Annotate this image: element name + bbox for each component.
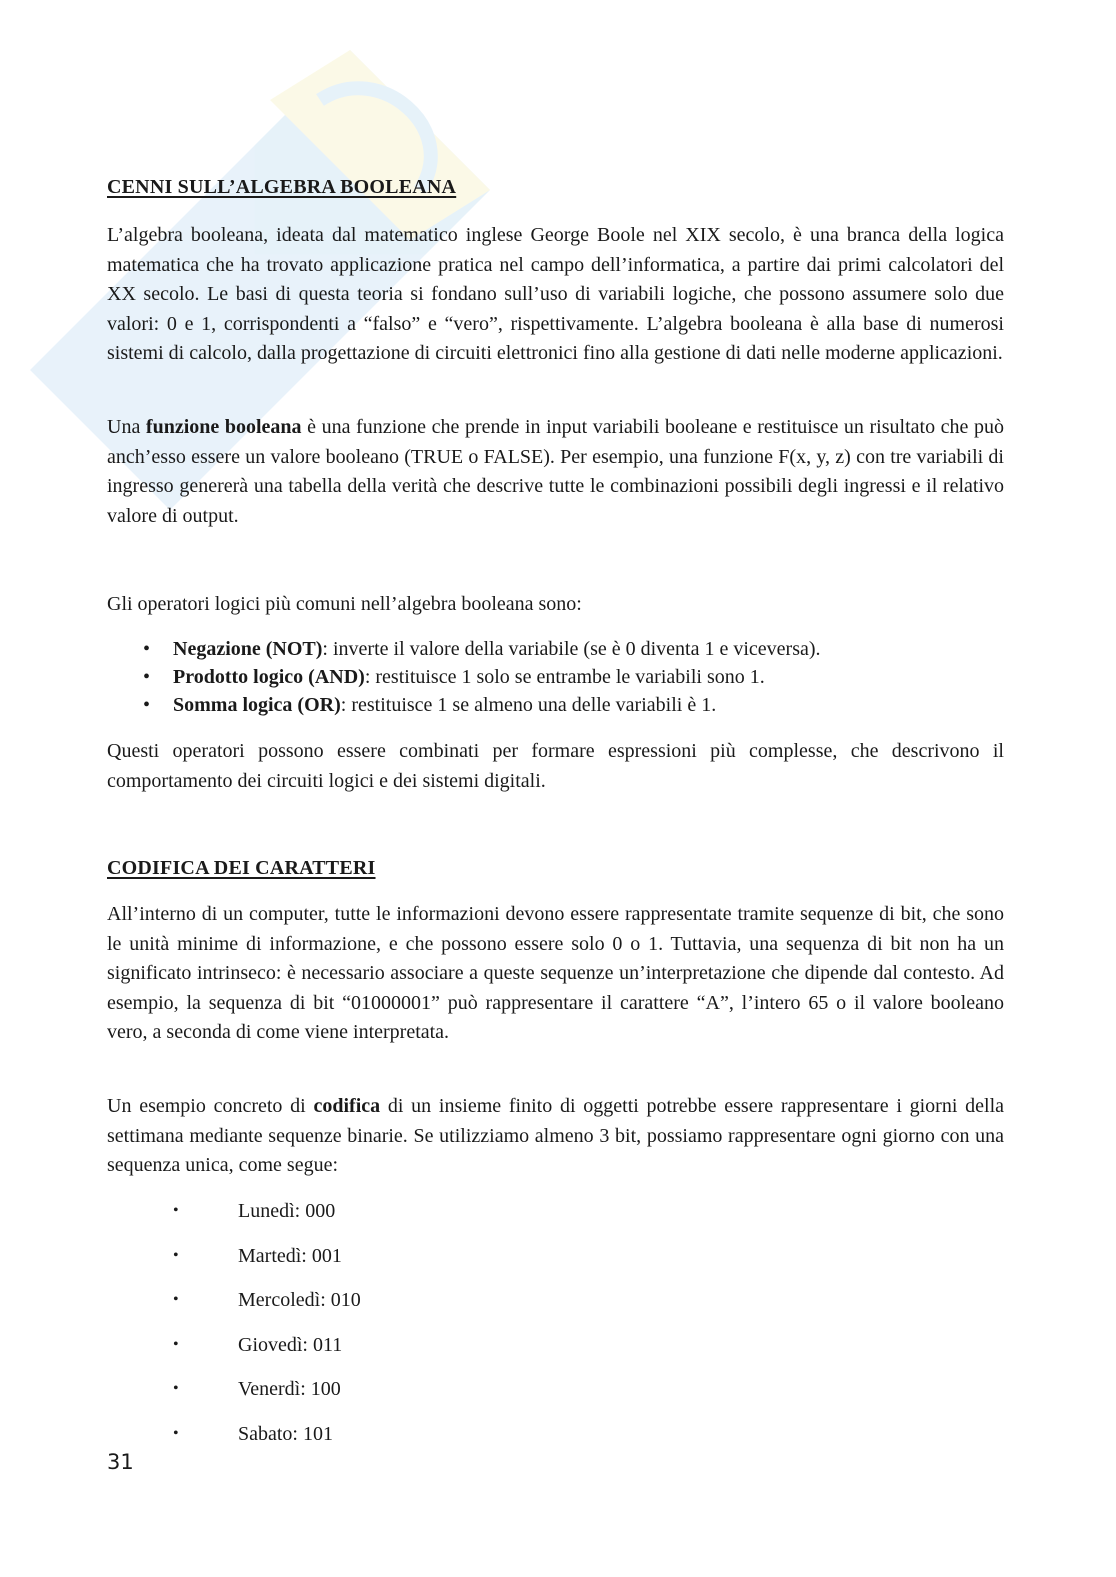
encoding-example-paragraph: Un esempio concreto di codifica di un insieme finito di oggetti potrebbe essere rappresentare i giorni della settimana mediante sequenze binarie. Se utilizziamo almeno 3 bit, possiamo rappresentare ogni giorno con una sequenza unica, come segue:	[107, 1095, 1004, 1177]
bullet-icon: •	[173, 1380, 179, 1398]
list-item: • Martedì: 001	[107, 1242, 1004, 1287]
list-item: • Giovedì: 011	[107, 1331, 1004, 1376]
weekday-encoding-list	[107, 1197, 1004, 1465]
list-item: • Venerdì: 100	[107, 1375, 1004, 1420]
list-item: • Somma logica (OR): restituisce 1 se almeno una delle variabili è 1.	[107, 691, 1004, 719]
list-item: • Lunedì: 000	[107, 1197, 1004, 1242]
boolean-function-paragraph: Una funzione booleana è una funzione che prende in input variabili booleane e restituisce un risultato che può anch’esso essere un valore booleano (TRUE o FALSE). Per esempio, una funzione F(x, y, z) con tre variabili di ingresso genererà una tabella della verità che descrive tutte le combinazioni possibili degli ingressi e il relativo valore di output.	[107, 416, 1004, 527]
section-heading-character-encoding: CODIFICA DEI CARATTERI	[107, 857, 376, 879]
bullet-icon: •	[173, 1335, 179, 1353]
bullet-icon: •	[143, 694, 151, 717]
term-codifica: codifica	[313, 1095, 381, 1117]
bullet-icon: •	[173, 1246, 179, 1264]
operators-conclusion-paragraph: Questi operatori possono essere combinati per formare espressioni più complesse, che descrivono il comportamento dei circuiti logici e dei sistemi digitali.	[107, 740, 1004, 792]
page-number: 31	[107, 1450, 134, 1474]
list-item: • Prodotto logico (AND): restituisce 1 solo se entrambe le variabili sono 1.	[107, 663, 1004, 691]
section-heading-boolean-algebra: CENNI SULL’ALGEBRA BOOLEANA	[107, 176, 457, 198]
encoding-intro-paragraph: All’interno di un computer, tutte le informazioni devono essere rappresentate tramite sequenze di bit, che sono le unità minime di informazione, e che possono essere solo 0 o 1. Tuttavia, una sequenza di bit non ha un significato intrinseco: è necessario associare a queste sequenze un’interpretazione che dipende dal contesto. Ad esempio, la sequenza di bit “01000001” può rappresentare il carattere “A”, l’intero 65 o il valore booleano vero, a seconda di come viene interpretata.	[107, 903, 1004, 1044]
operators-list	[107, 635, 1004, 720]
term-funzione-booleana: funzione booleana	[145, 416, 302, 438]
operators-intro: Gli operatori logici più comuni nell’algebra booleana sono:	[107, 593, 582, 615]
bullet-icon: •	[173, 1291, 179, 1309]
boolean-intro-paragraph: L’algebra booleana, ideata dal matematico inglese George Boole nel XIX secolo, è una branca della logica matematica che ha trovato applicazione pratica nel campo dell’informatica, a partire dai primi calcolatori del XX secolo. Le basi di questa teoria si fondano sull’uso di variabili logiche, che possono assumere solo due valori: 0 e 1, corrispondenti a “falso” e “vero”, rispettivamente. L’algebra booleana è alla base di numerosi sistemi di calcolo, dalla progettazione di circuiti elettronici fino alla gestione di dati nelle moderne applicazioni.	[107, 224, 1004, 365]
list-item: • Negazione (NOT): inverte il valore della variabile (se è 0 diventa 1 e viceversa).	[107, 635, 1004, 663]
bullet-icon: •	[173, 1202, 179, 1219]
bullet-icon: •	[143, 638, 151, 660]
bullet-icon: •	[173, 1424, 179, 1442]
bullet-icon: •	[143, 666, 151, 689]
list-item: • Mercoledì: 010	[107, 1286, 1004, 1331]
list-item: • Sabato: 101	[107, 1420, 1004, 1465]
